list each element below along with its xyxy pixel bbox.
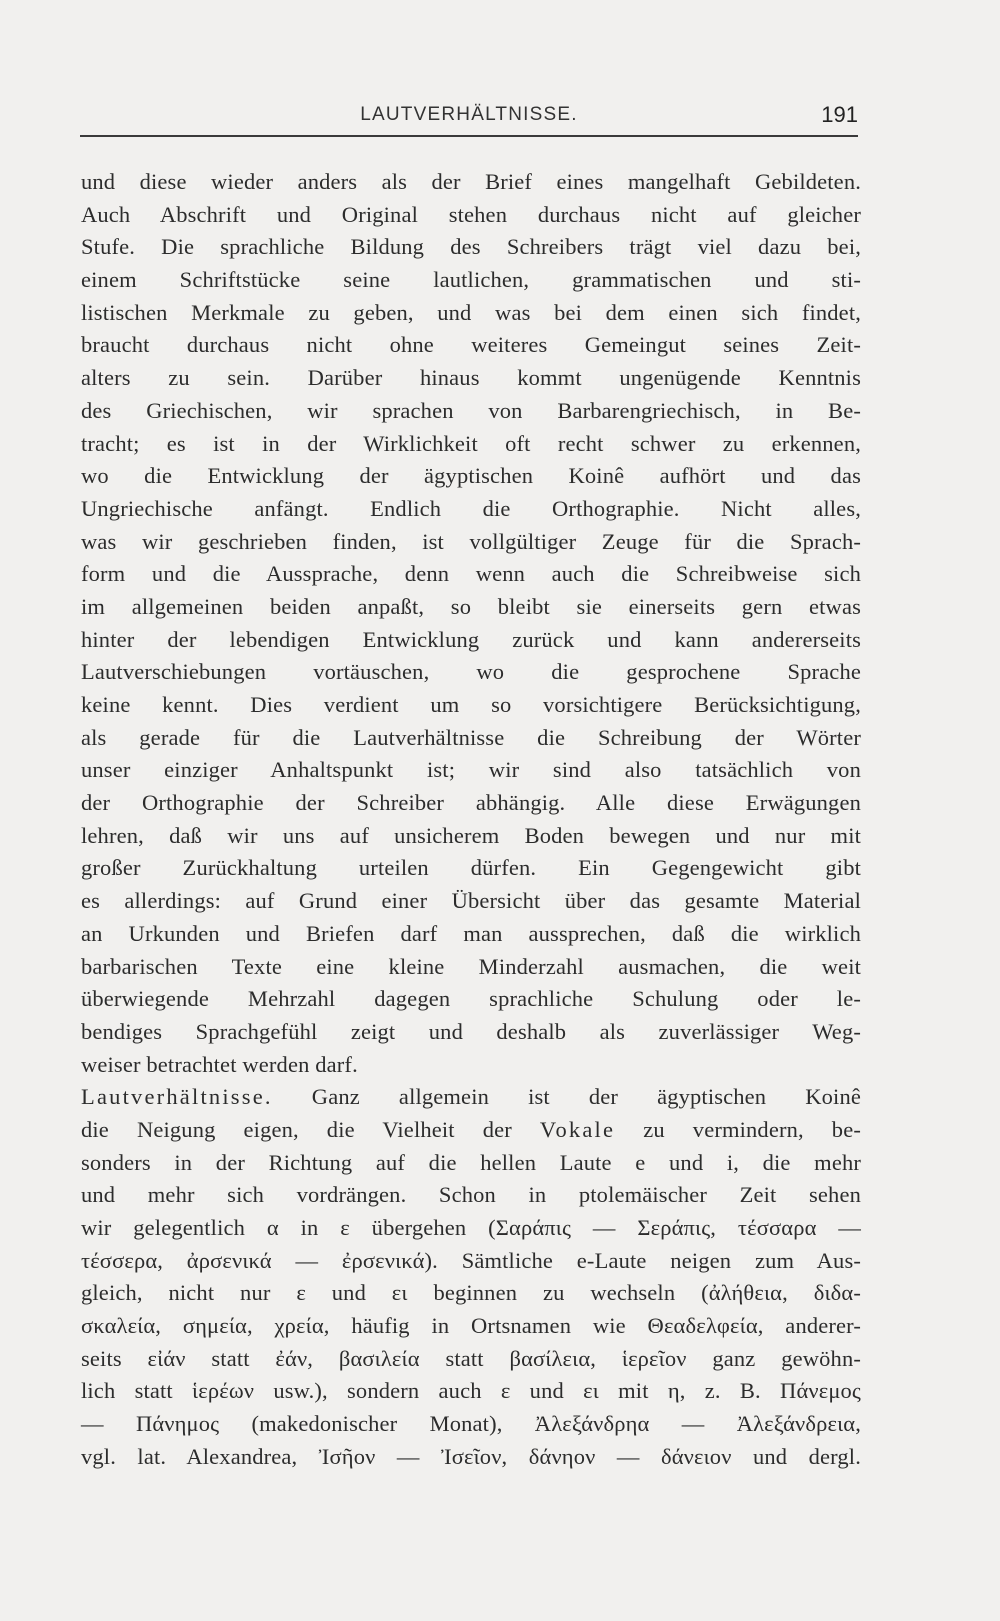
spaced-term: Vokale: [539, 1116, 616, 1142]
text-line: weiser betrachtet werden darf.: [81, 1051, 358, 1077]
text-line: an Urkunden und Briefen darf man aussprechen, daß die wirklich: [81, 920, 861, 946]
text-line: der Orthographie der Schreiber abhängig. Alle diese Erwägungen: [81, 790, 861, 816]
text-line: einem Schriftstücke seine lautlichen, grammatischen und sti-: [81, 267, 861, 293]
text-line: tracht; es ist in der Wirklichkeit oft recht schwer zu erkennen,: [81, 430, 861, 456]
body-text: [81, 166, 861, 1474]
text-line: sonders in der Richtung auf die hellen Laute e und i, die mehr: [81, 1149, 861, 1175]
text-line: — Πάνημος (makedonischer Monat), Ἀλεξάνδρηα — Ἀλεξάνδρεια,: [81, 1411, 861, 1437]
text-line: des Griechischen, wir sprachen von Barbarengriechisch, in Be-: [81, 397, 861, 423]
text-line: Ungriechische anfängt. Endlich die Orthographie. Nicht alles,: [81, 495, 861, 521]
text-line: [81, 1081, 861, 1114]
text-line: [81, 1114, 861, 1147]
spaced-term: Lautverhältnisse.: [81, 1084, 273, 1110]
line-text: die Neigung eigen, die Vielheit der: [81, 1116, 540, 1142]
line-text: zu vermindern, be-: [615, 1116, 861, 1142]
page-number: 191: [821, 102, 858, 127]
text-line: alters zu sein. Darüber hinaus kommt ungenügende Kenntnis: [81, 365, 861, 391]
text-line: barbarischen Texte eine kleine Minderzahl ausmachen, die weit: [81, 953, 861, 979]
text-line: σκαλεία, σημεία, χρεία, häufig in Ortsnamen wie Θεαδελφεία, anderer-: [81, 1313, 861, 1339]
text-line: hinter der lebendigen Entwicklung zurück und kann andererseits: [81, 626, 861, 652]
text-line: als gerade für die Lautverhältnisse die Schreibung der Wörter: [81, 724, 861, 750]
text-line: lehren, daß wir uns auf unsicherem Boden bewegen und nur mit: [81, 822, 861, 848]
line-text: Ganz allgemein ist der ägyptischen Koinê: [272, 1084, 861, 1110]
text-line: braucht durchaus nicht ohne weiteres Gemeingut seines Zeit-: [81, 332, 861, 358]
text-line: unser einziger Anhaltspunkt ist; wir sind also tatsächlich von: [81, 757, 861, 783]
text-line: was wir geschrieben finden, ist vollgültiger Zeuge für die Sprach-: [81, 528, 861, 554]
text-line: wir gelegentlich α in ε übergehen (Σαράπις — Σεράπις, τέσσαρα —: [81, 1215, 861, 1240]
text-line: wo die Entwicklung der ägyptischen Koinê aufhört und das: [81, 463, 861, 489]
text-line: vgl. lat. Alexandrea, Ἰσῆον — Ἰσεῖον, δάνηον — δάνειον und dergl.: [81, 1443, 861, 1469]
running-header: [80, 104, 858, 136]
text-line: lich statt ἱερέων usw.), sondern auch ε und ει mit η, z. B. Πάνεμος: [81, 1378, 861, 1404]
text-line: seits εἰάν statt ἐάν, βασιλεία statt βασίλεια, ἱερεῖον ganz gewöhn-: [81, 1345, 861, 1371]
text-line: großer Zurückhaltung urteilen dürfen. Ein Gegengewicht gibt: [81, 855, 861, 881]
header-rule: [80, 135, 858, 137]
text-line: Auch Abschrift und Original stehen durchaus nicht auf gleicher: [81, 201, 861, 227]
text-line: überwiegende Mehrzahl dagegen sprachliche Schulung oder le-: [81, 986, 861, 1012]
text-line: Lautverschiebungen vortäuschen, wo die gesprochene Sprache: [81, 659, 861, 685]
text-line: und mehr sich vordrängen. Schon in ptolemäischer Zeit sehen: [81, 1182, 861, 1208]
text-line: es allerdings: auf Grund einer Übersicht über das gesamte Material: [81, 888, 861, 914]
text-line: τέσσερα, ἀρσενικά — ἐρσενικά). Sämtliche e-Laute neigen zum Aus-: [81, 1247, 861, 1273]
text-line: Stufe. Die sprachliche Bildung des Schreibers trägt viel dazu bei,: [81, 234, 861, 260]
text-line: im allgemeinen beiden anpaßt, so bleibt sie einerseits gern etwas: [81, 593, 861, 619]
text-line: listischen Merkmale zu geben, und was bei dem einen sich findet,: [81, 299, 861, 325]
text-line: und diese wieder anders als der Brief eines mangelhaft Gebildeten.: [81, 169, 861, 194]
text-line: keine kennt. Dies verdient um so vorsichtigere Berücksichtigung,: [81, 692, 861, 717]
running-title: LAUTVERHÄLTNISSE.: [360, 104, 578, 125]
text-line: bendiges Sprachgefühl zeigt und deshalb als zuverlässiger Weg-: [81, 1018, 861, 1044]
text-line: gleich, nicht nur ε und ει beginnen zu wechseln (ἀλήθεια, διδα-: [81, 1280, 861, 1306]
text-line: form und die Aussprache, denn wenn auch die Schreibweise sich: [81, 561, 861, 587]
